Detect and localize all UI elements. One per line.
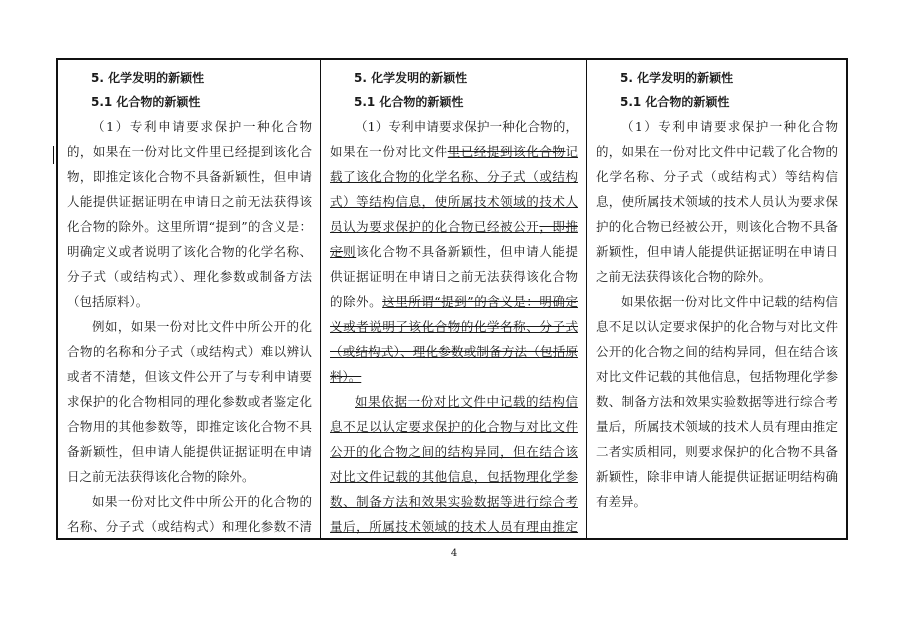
comparison-table: [56, 58, 848, 540]
text-unchanged: 该化合物不具备新颖性，但申请人能提供证据证明在申请日之前无法获得该化合物的除外。: [330, 244, 578, 309]
page-number: 4: [450, 548, 458, 559]
subsection-heading: 5.1 化合物的新颖性: [620, 95, 730, 109]
text-deleted: 这里所谓“提到”的含义是：明确定义或者说明了该化合物的化学名称、分子式（或结构式）、理化参数或制备方法（包括原料）。: [330, 294, 578, 384]
column-revision-marked: [321, 60, 587, 538]
paragraph: （1）专利申请要求保护一种化合物的，如果在一份对比文件中记载了化合物的化学名称、分子式（或结构式）等结构信息，使所属技术领域的技术人员认为要求保护的化合物已经被公开，则该化合物不具备新颖性，但申请人能提供证据证明在申请日之前无法获得该化合物的除外。: [596, 119, 838, 284]
subsection-heading: 5.1 化合物的新颖性: [91, 95, 201, 109]
paragraph: [330, 389, 578, 538]
paragraph: [330, 114, 578, 389]
subsection-heading: 5.1 化合物的新颖性: [354, 95, 464, 109]
revision-change-bar: [53, 146, 54, 164]
section-heading: 5. 化学发明的新颖性: [91, 71, 205, 85]
paragraph: （1）专利申请要求保护一种化合物的，如果在一份对比文件里已经提到该化合物，即推定该化合物不具备新颖性，但申请人能提供证据证明在申请日之前无法获得该化合物的除外。这里所谓“提到”的含义是：明确定义或者说明了该化合物的化学名称、分子式（或结构式）、理化参数或制备方法（包括原料）。: [67, 119, 312, 309]
text-deleted: 里已经提到该化合物: [447, 144, 566, 159]
column-revised: [587, 60, 846, 538]
text-inserted: 则: [343, 244, 357, 259]
text-deleted: ，即推定: [330, 219, 578, 259]
text-unchanged: （1）专利申请要求保护一种化合物的，如果在一份对比文件: [330, 119, 578, 159]
text-inserted: 记载了该化合物的化学名称、分子式（或结构式）等结构信息，使所属技术领域的技术人员认为要求保护的化合物已经被公开: [330, 144, 578, 234]
section-heading: 5. 化学发明的新颖性: [620, 71, 734, 85]
section-heading: 5. 化学发明的新颖性: [354, 71, 468, 85]
paragraph: 如果一份对比文件中所公开的化合物的名称、分子式（或结构式）和理化参数不清: [67, 494, 312, 534]
column-original: [58, 60, 321, 538]
paragraph: 例如，如果一份对比文件中所公开的化合物的名称和分子式（或结构式）难以辨认或者不清楚，但该文件公开了与专利申请要求保护的化合物相同的理化参数或者鉴定化合物用的其他参数等，即推定该化合物不具备新颖性，但申请人能提供证据证明在申请日之前无法获得该化合物的除外。: [67, 319, 312, 484]
text-inserted: 如果依据一份对比文件中记载的结构信息不足以认定要求保护的化合物与对比文件公开的化合物之间的结构异同，但在结合该对比文件记载的其他信息，包括物理化学参数、制备方法和效果实验数据等进行综合考量后，所属技术领域的技术人员有理由推定: [330, 394, 578, 534]
paragraph: 如果依据一份对比文件中记载的结构信息不足以认定要求保护的化合物与对比文件公开的化合物之间的结构异同，但在结合该对比文件记载的其他信息，包括物理化学参数、制备方法和效果实验数据等进行综合考量后，所属技术领域的技术人员有理由推定二者实质相同，则要求保护的化合物不具备新颖性，除非申请人能提供证据证明结构确有差异。: [596, 294, 838, 509]
